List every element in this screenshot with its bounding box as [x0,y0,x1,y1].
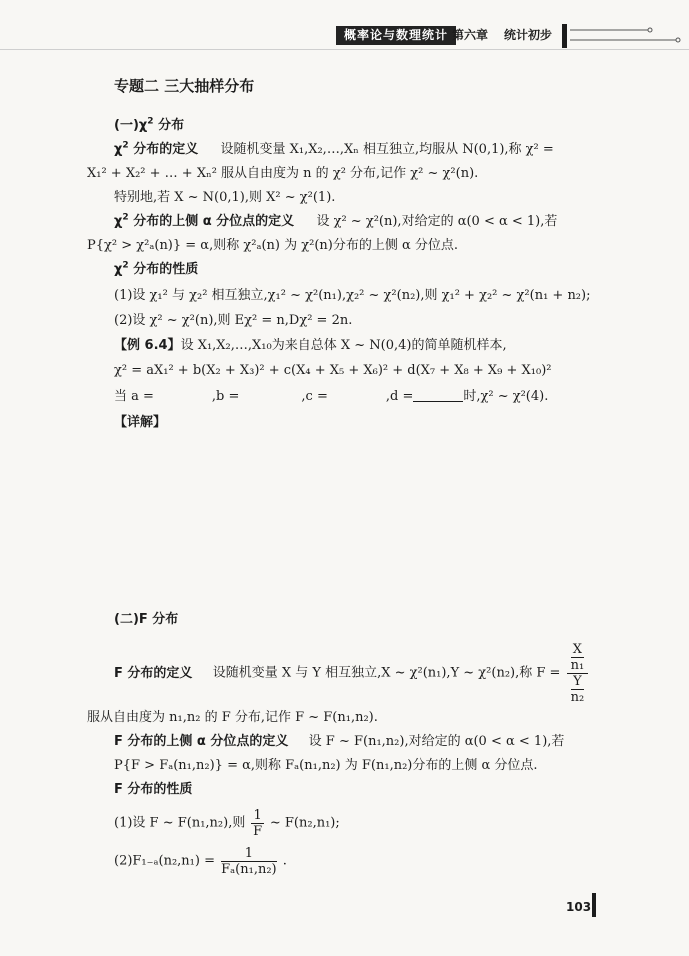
example-label: 【例 6.4】 [114,338,181,353]
frac-bottom [571,674,585,705]
f-prop-2-den: Fₐ(n₁,n₂) [221,862,277,877]
f-prop-2-fraction [221,846,276,877]
chi-def-text-2: X₁² + X₂² + … + Xₙ² 服从自由度为 n 的 χ² 分布,记作 χ² ~ χ²(n). [87,166,479,181]
answer-blank-d [413,401,463,402]
f-prop-2-num: 1 [221,846,276,862]
f-upper-text-2: P{F > Fₐ(n₁,n₂)} = α,则称 Fₐ(n₁,n₂) 为 F(n₁,n₂)分布的上侧 α 分位点. [114,758,538,773]
f-prop-2-post: . [282,853,287,869]
chi-upper-text-2: P{χ² > χ²ₐ(n)} = α,则称 χ²ₐ(n) 为 χ²(n)分布的上侧 α 分位点. [87,238,459,253]
frac-top [571,642,585,673]
f-prop-1-post: ~ F(n₂,n₁); [269,815,340,831]
f-upper-text-1: 设 F ~ F(n₁,n₂),对给定的 α(0 < α < 1),若 [308,734,565,749]
chi-definition-line-1: $\chi^2$ 分布的定义 设随机变量 X₁,X₂,…,Xₙ 相互独立,均服从 N(0,1),称 χ² = [114,140,554,157]
header-decoration-icon [560,24,689,50]
example-text-2: χ² = aX₁² + b(X₂ + X₃)² + c(X₄ + X₅ + X₆)² + d(X₇ + X₈ + X₉ + X₁₀)² [114,363,552,378]
ask-d: ,d = [385,389,414,404]
frac-bot-den: n₂ [570,690,585,705]
f-def-text: 设随机变量 X 与 Y 相互独立,X ~ χ²(n₁),Y ~ χ²(n₂),称 F = [212,665,561,681]
chi-properties-heading: $\chi^2$ 分布的性质 [114,260,199,277]
chi-heading: (一)$\chi^2$ 分布 [114,116,185,133]
detail-label: 【详解】 [114,415,167,430]
chi-property-1: (1)设 χ₁² 与 χ₂² 相互独立,χ₁² ~ χ²(n₁),χ₂² ~ χ²(n₂),则 χ₁² + χ₂² ~ χ²(n₁ + n₂); [114,288,591,303]
example-question [114,388,548,406]
f-upper-label: F 分布的上侧 α 分位点的定义 [114,734,289,749]
example-text-1: 设 X₁,X₂,…,X₁₀为来自总体 X ~ N(0,4)的简单随机样本, [180,338,507,353]
frac-top-num: X [571,642,585,658]
f-prop-1-num: 1 [253,808,262,823]
ask-c: ,c = [301,389,328,404]
chi-def-label: 分布的定义 [133,142,199,157]
f-prop-1-pre: (1)设 F ~ F(n₁,n₂),则 [114,815,246,831]
running-header [0,24,689,48]
frac-bot-num: Y [571,674,585,690]
f-prop-1-den: F [253,824,263,839]
chapter-label: 第六章 [452,28,489,42]
f-def-label: F 分布的定义 [114,666,193,681]
section-title: 专题二 三大抽样分布 [114,77,255,95]
f-definition-fraction [567,642,589,705]
f-def-continued: 服从自由度为 n₁,n₂ 的 F 分布,记作 F ~ F(n₁,n₂). [87,710,378,725]
ask-end: 时,χ² ~ χ²(4). [463,389,549,404]
chi-heading-name: 分布 [158,118,185,133]
chi-heading-part: (一) [114,118,139,133]
ask-b: ,b = [211,389,240,404]
f-definition-line [114,642,590,705]
f-prop-2-pre: (2)F₁₋ₐ(n₂,n₁) = [114,853,215,869]
example-line-1 [114,337,507,355]
f-upper-line-1 [114,733,564,751]
page-number-bar [592,893,596,917]
f-properties-heading: F 分布的性质 [114,782,193,797]
chi-prop-label: 分布的性质 [133,262,199,277]
book-title-tag: 概率论与数理统计 [336,26,456,45]
f-property-1 [114,808,340,839]
ask-a: 当 a = [114,389,154,404]
section-label: 统计初步 [504,28,553,42]
chi-upper-label: 分布的上侧 α 分位点的定义 [133,214,295,229]
chi-special-case: 特别地,若 X ~ N(0,1),则 X² ~ χ²(1). [114,190,336,205]
frac-top-den: n₁ [570,658,585,673]
f-property-2 [114,846,287,877]
chi-property-2: (2)设 χ² ~ χ²(n),则 Eχ² = n,Dχ² = 2n. [114,313,353,328]
page-number: 103 [566,900,592,914]
f-prop-1-fraction [251,808,263,839]
f-heading: (二)F 分布 [114,612,179,627]
chi-def-text-1: 设随机变量 X₁,X₂,…,Xₙ 相互独立,均服从 N(0,1),称 χ² = [220,142,554,157]
chi-upper-line-1: $\chi^2$ 分布的上侧 α 分位点的定义 设 χ² ~ χ²(n),对给定的 α(0 < α < 1),若 [114,212,558,229]
chi-upper-text-1: 设 χ² ~ χ²(n),对给定的 α(0 < α < 1),若 [316,214,558,229]
